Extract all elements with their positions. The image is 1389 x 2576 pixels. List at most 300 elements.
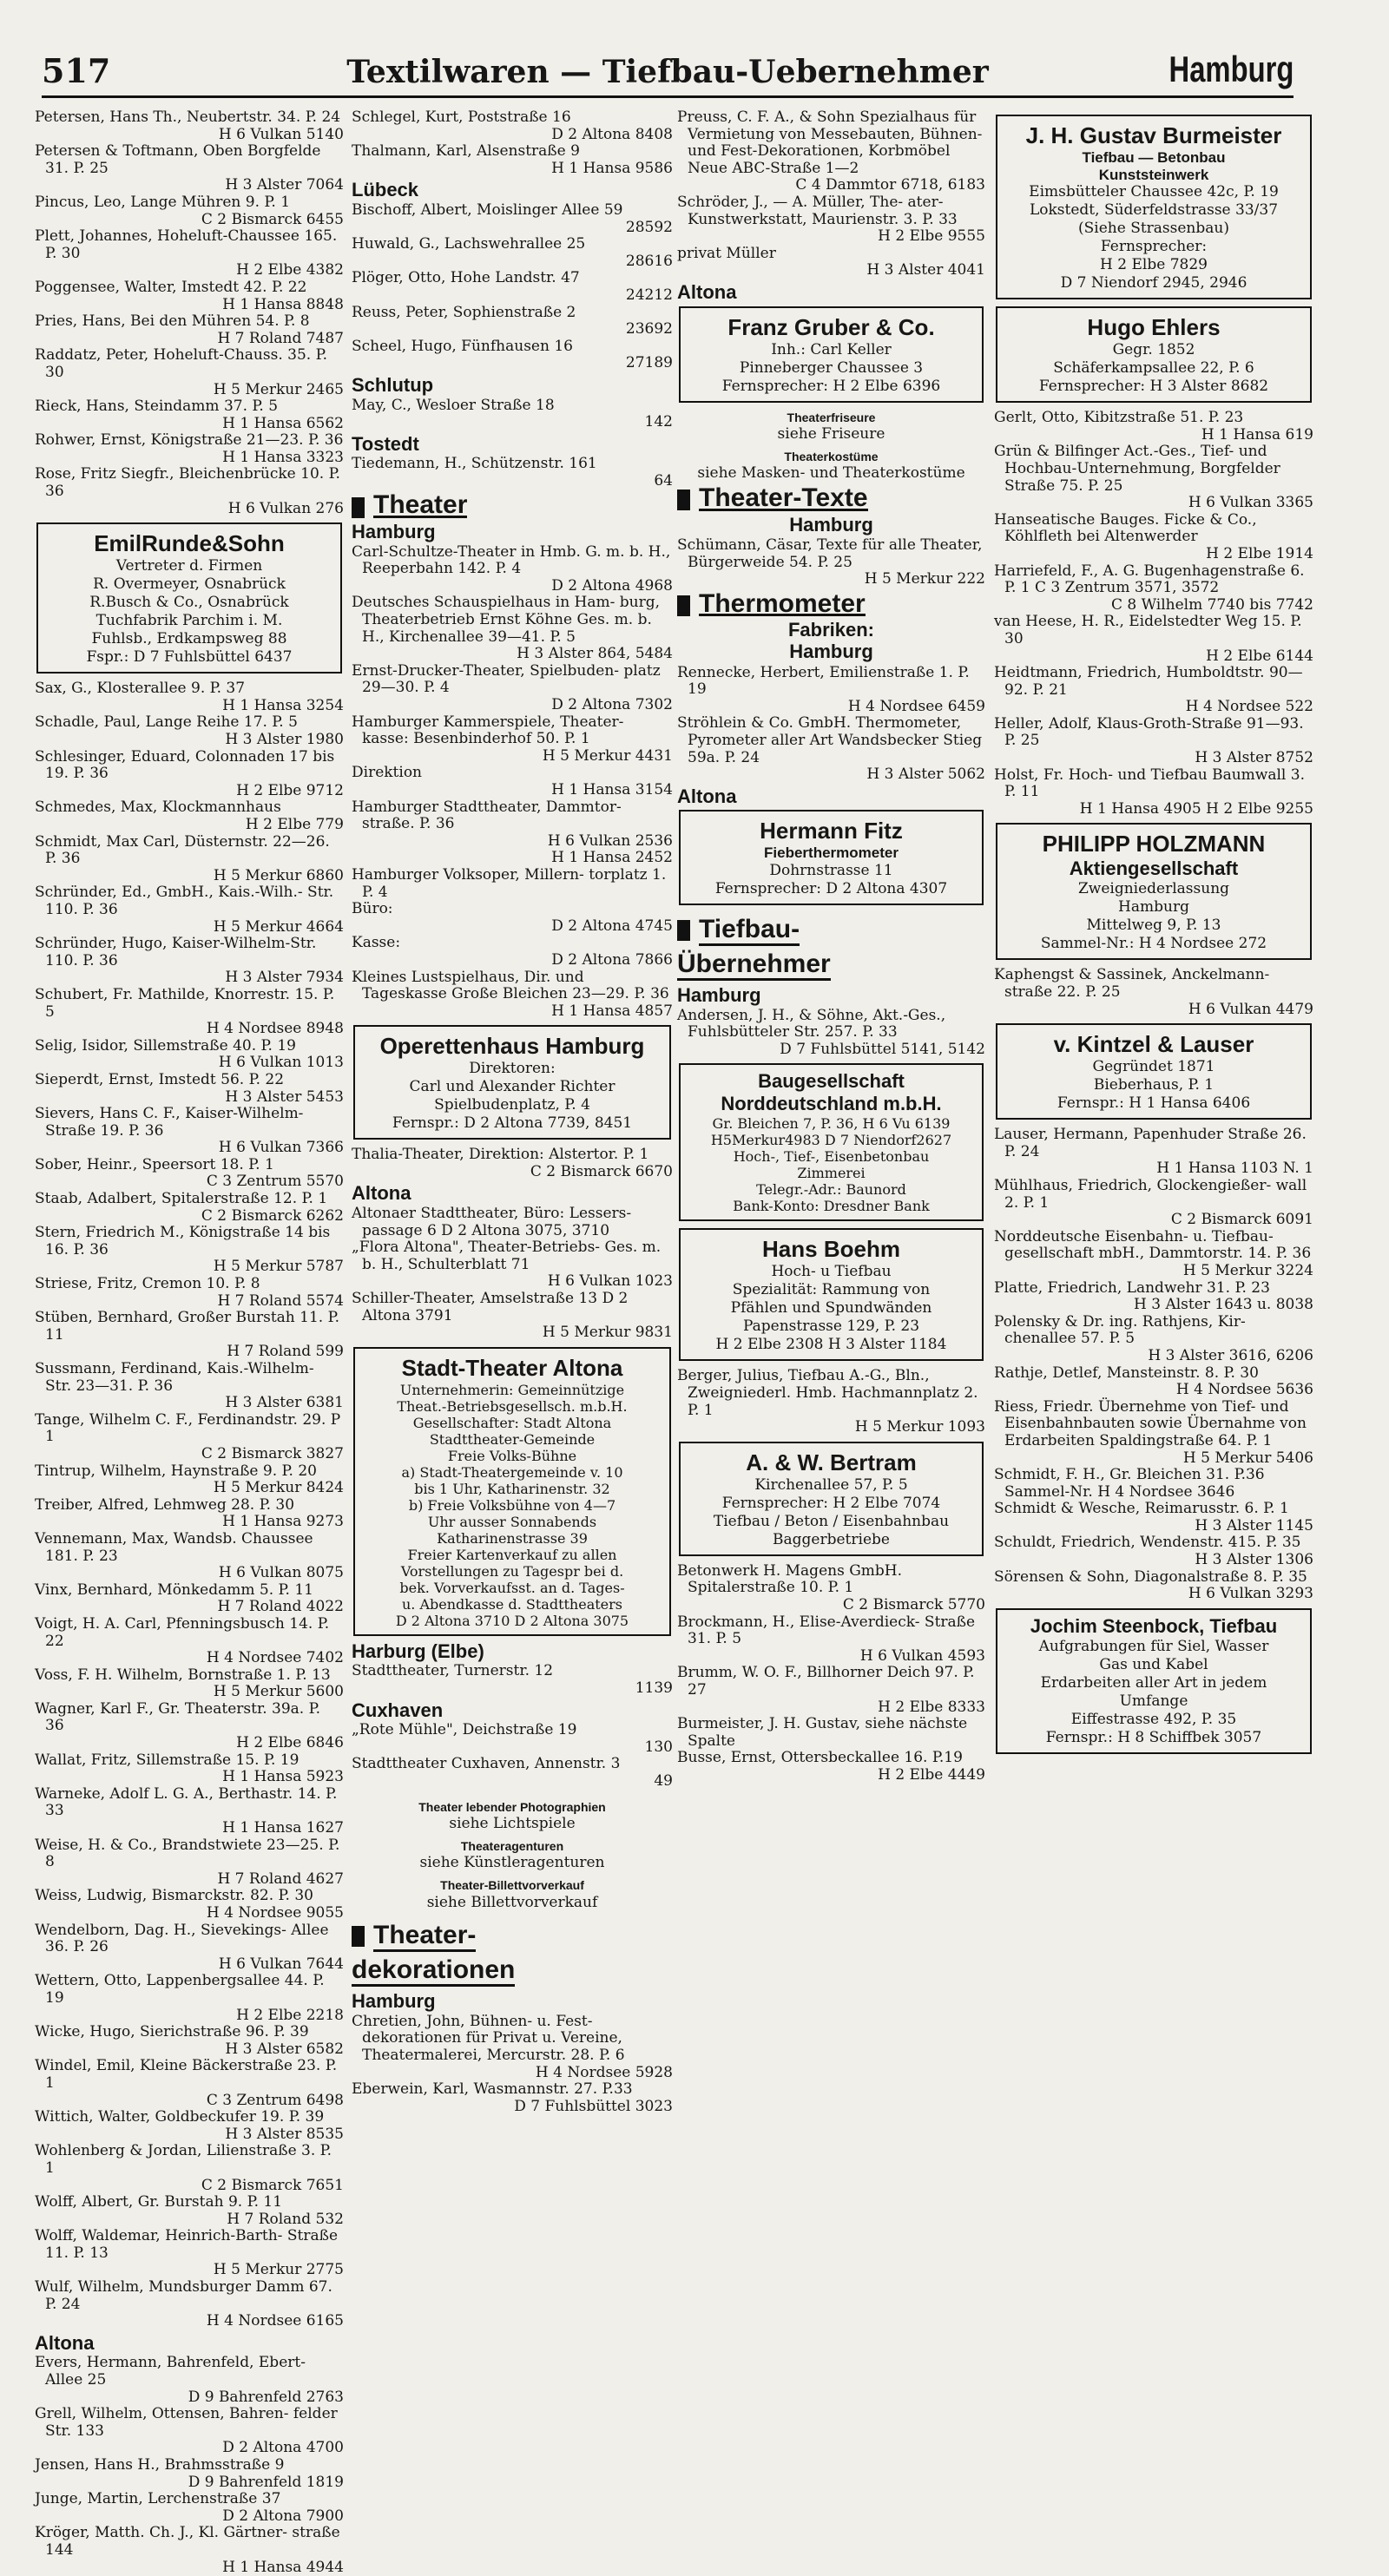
directory-entry bbox=[35, 749, 344, 800]
directory-entry bbox=[352, 270, 673, 304]
directory-entry bbox=[35, 2058, 344, 2109]
ad-line: Telegr.-Adr.: Baunord bbox=[756, 1181, 906, 1199]
entry-phone: C 2 Bismarck 6091 bbox=[1170, 1211, 1313, 1229]
entry-name: Altonaer Stadttheater, Büro: Lessers- bbox=[352, 1205, 632, 1223]
entry-address: P. 24 bbox=[305, 108, 341, 126]
entry-phone: D 2 Altona 7866 bbox=[551, 950, 673, 969]
entry-list bbox=[677, 665, 985, 784]
entry-name: Pries, Hans, Bei den Mühren 54. P. 8 bbox=[35, 312, 310, 331]
entry-name: Betonwerk H. Magens GmbH. bbox=[677, 1561, 903, 1580]
directory-entry bbox=[35, 1361, 344, 1412]
entry-address: Straße 11. P. 13 bbox=[45, 2227, 338, 2262]
entry-address: P. 30 bbox=[45, 346, 327, 381]
directory-entry bbox=[35, 1225, 344, 1276]
entry-phone: H 6 Vulkan 4479 bbox=[1188, 1000, 1313, 1018]
entry-phone: H 5 Merkur 4664 bbox=[213, 917, 344, 936]
ad-line: u. Abendkasse d. Stadttheaters bbox=[401, 1595, 622, 1613]
entry-phone: C 3 Zentrum 5570 bbox=[206, 1173, 344, 1191]
entry-name: Scheel, Hugo, Fünfhausen 16 bbox=[352, 337, 573, 355]
ad-line: Uhr ausser Sonnabends bbox=[427, 1513, 597, 1530]
ad-line: Gegr. 1852 bbox=[1112, 341, 1195, 359]
directory-entry bbox=[35, 2109, 344, 2143]
directory-entry bbox=[994, 1365, 1313, 1399]
page-title: Textilwaren — Tiefbau-Uebernehmer bbox=[346, 54, 989, 90]
entry-name: Pincus, Leo, Lange Mühren 9. P. 1 bbox=[35, 193, 291, 211]
entry-phone: H 2 Elbe 779 bbox=[245, 816, 344, 833]
directory-entry bbox=[994, 1569, 1313, 1603]
directory-entry bbox=[352, 1206, 673, 1239]
entry-phone: H 3 Alster 1306 bbox=[1195, 1551, 1313, 1569]
entry-name: Weiss, Ludwig, Bismarckstr. 82. P. 30 bbox=[35, 1887, 313, 1905]
reference-heading: Theater-Billettvorverkauf bbox=[440, 1877, 584, 1892]
entry-list bbox=[994, 410, 1313, 818]
header-city: Hamburg bbox=[1168, 49, 1294, 89]
entry-list bbox=[677, 1368, 985, 1436]
entry-name: Büro: bbox=[352, 900, 393, 918]
directory-entry bbox=[352, 765, 673, 798]
entry-address: P. 23 bbox=[1234, 1278, 1270, 1297]
directory-entry bbox=[352, 595, 673, 662]
reference-heading: Theateragenturen bbox=[460, 1838, 564, 1853]
entry-phone: 27189 bbox=[625, 354, 673, 372]
directory-entry bbox=[352, 202, 673, 236]
entry-address: P. 22 bbox=[45, 1614, 330, 1650]
city-heading: Hamburg bbox=[352, 1990, 436, 2013]
entry-name: Petersen & Toftmann, Oben Borgfelde bbox=[35, 142, 321, 161]
entry-phone: 24212 bbox=[625, 286, 673, 304]
entry-address: 90—92. P. 21 bbox=[1004, 664, 1303, 699]
entry-name: Rieck, Hans, Steindamm 37. P. 5 bbox=[35, 398, 279, 416]
section-title: Theater bbox=[373, 490, 468, 520]
directory-entry bbox=[352, 338, 673, 372]
entry-phone: D 9 Bahrenfeld 2763 bbox=[188, 2388, 344, 2406]
entry-name: Carl-Schultze-Theater in Hmb. G. m. bbox=[352, 542, 625, 561]
entry-phone: C 2 Bismarck 3827 bbox=[201, 1444, 344, 1462]
entry-address: bis 16. P. 36 bbox=[45, 1224, 331, 1258]
directory-entry bbox=[35, 194, 344, 228]
entry-list bbox=[352, 398, 673, 431]
directory-entry bbox=[677, 246, 985, 279]
entry-phone: H 6 Vulkan 7644 bbox=[218, 1955, 344, 1973]
entry-phone: H 3 Alster 864, 5484 bbox=[517, 645, 673, 663]
entry-address: burg, Theaterbetrieb Ernst Köhne Ges. m. b. H., Kirchenallee 39—41. P. 5 bbox=[362, 594, 661, 646]
entry-name: Stüben, Bernhard, Großer Burstah 11. bbox=[35, 1309, 324, 1327]
ad-title: J. H. Gustav Burmeister bbox=[1025, 122, 1282, 148]
directory-entry bbox=[994, 410, 1313, 444]
directory-entry bbox=[352, 109, 673, 143]
entry-name: Wohlenberg & Jordan, Lilienstraße 3. bbox=[35, 2142, 316, 2160]
directory-entry bbox=[352, 799, 673, 851]
entry-address: 181. P. 23 bbox=[45, 1547, 118, 1565]
city-heading: Cuxhaven bbox=[352, 1699, 444, 1721]
entry-phone: H 3 Alster 8752 bbox=[1195, 749, 1313, 767]
directory-entry bbox=[35, 1463, 344, 1497]
ad-box-boehm bbox=[679, 1228, 984, 1361]
entry-phone: C 2 Bismarck 7651 bbox=[201, 2176, 344, 2194]
directory-entry bbox=[352, 456, 673, 490]
entry-name: Schmidt & Wesche, Reimarusstr. bbox=[994, 1500, 1241, 1518]
city-heading: Tostedt bbox=[352, 432, 419, 455]
entry-name: „Rote Mühle", Deichstraße 19 bbox=[352, 1721, 577, 1739]
entry-address: P. 19 bbox=[45, 1972, 325, 2007]
entry-name: Preuss, C. F. A., & Sohn bbox=[677, 108, 855, 126]
entry-address: P. 1 bbox=[45, 2057, 338, 2092]
column-3 bbox=[677, 109, 985, 1784]
entry-phone: C 2 Bismarck 6262 bbox=[201, 1206, 344, 1225]
entry-address: nächste Spalte bbox=[688, 1715, 968, 1750]
directory-entry bbox=[35, 2228, 344, 2279]
entry-phone: H 6 Vulkan 276 bbox=[227, 499, 344, 517]
ad-line: Fernspr.: D 2 Altona 7739, 8451 bbox=[392, 1114, 633, 1133]
directory-entry bbox=[35, 834, 344, 885]
directory-entry bbox=[35, 2194, 344, 2228]
ad-line: Katharinenstrasse 39 bbox=[437, 1529, 588, 1547]
ad-line: (Siehe Strassenbau) bbox=[1078, 220, 1229, 238]
directory-entry bbox=[994, 563, 1313, 614]
directory-entry bbox=[677, 194, 985, 246]
ad-line: Eiffestrasse 492, P. 35 bbox=[1070, 1710, 1237, 1728]
entry-name: Harriefeld, F., A. G. bbox=[994, 562, 1140, 580]
entry-name: Wolff, Albert, Gr. Burstah 9. P. 11 bbox=[35, 2193, 283, 2211]
square-bullet-icon bbox=[677, 490, 690, 510]
directory-entry bbox=[35, 1582, 344, 1616]
directory-entry bbox=[994, 716, 1313, 767]
ad-line: Gegründet 1871 bbox=[1092, 1058, 1215, 1076]
ad-line: Zweigniederlassung bbox=[1077, 880, 1230, 898]
entry-phone: H 2 Elbe 6144 bbox=[1206, 647, 1313, 665]
section-title: Theater-Texte bbox=[699, 483, 868, 512]
entry-address: Bugenhagenstraße 6. P. 1 C 3 Zentrum 3571, 3572 bbox=[1004, 562, 1305, 597]
ad-line: Fernsprecher: bbox=[1100, 238, 1208, 256]
reference-see: siehe Friseure bbox=[777, 425, 885, 444]
entry-name: Stadttheater Cuxhaven, Annenstr. 3 bbox=[352, 1755, 621, 1773]
entry-phone: H 1 Hansa 5923 bbox=[222, 1768, 344, 1786]
entry-phone: 23692 bbox=[625, 320, 673, 338]
entry-name: Hamburger Kammerspiele, Theater- bbox=[352, 713, 624, 731]
reference-heading: Theaterkostüme bbox=[784, 449, 879, 463]
entry-phone: 64 bbox=[654, 471, 673, 490]
ad-line: Unternehmerin: Gemeinnützige bbox=[399, 1381, 625, 1398]
entry-list bbox=[677, 537, 985, 588]
entry-address: P. 36 bbox=[45, 1699, 321, 1735]
ad-line: D 2 Altona 3710 D 2 Altona 3075 bbox=[395, 1612, 629, 1629]
entry-phone: H 6 Vulkan 5140 bbox=[218, 125, 344, 143]
entry-name: Stern, Friedrich M., Königstraße 14 bbox=[35, 1224, 304, 1242]
ad-line: Umfange bbox=[1119, 1692, 1188, 1710]
ad-line: Carl und Alexander Richter bbox=[409, 1078, 616, 1096]
entry-name: Andersen, J. H., & Söhne, bbox=[677, 1006, 868, 1024]
entry-phone: H 3 Alster 5062 bbox=[866, 766, 985, 784]
ad-lines bbox=[362, 1060, 662, 1133]
ad-lines bbox=[1004, 341, 1303, 396]
entry-name: Huwald, G., Lachswehrallee 25 bbox=[352, 235, 586, 253]
directory-entry bbox=[352, 850, 673, 867]
city-heading: Hamburg bbox=[352, 521, 436, 543]
entry-name: Brumm, W. O. F., Billhorner Deich bbox=[677, 1664, 931, 1682]
ad-box-ehlers bbox=[996, 306, 1312, 403]
entry-phone: H 5 Merkur 8424 bbox=[213, 1479, 344, 1497]
entry-address: straße. P. 36 bbox=[362, 815, 455, 833]
directory-entry bbox=[35, 279, 344, 313]
directory-entry bbox=[35, 432, 344, 466]
entry-phone: D 2 Altona 4968 bbox=[551, 576, 673, 595]
entry-name: Sax, G., Klosterallee 9. P. 37 bbox=[35, 680, 246, 698]
entry-phone: H 2 Elbe 4449 bbox=[878, 1765, 985, 1784]
ad-subtitle: Tiefbau — Betonbau bbox=[1082, 149, 1226, 166]
entry-phone: H 5 Merkur 9831 bbox=[542, 1324, 673, 1342]
ad-title: Operettenhaus Hamburg bbox=[379, 1033, 645, 1060]
ad-line: Fernsprecher: H 2 Elbe 6396 bbox=[721, 377, 941, 395]
entry-name: Staab, Adalbert, Spitalerstraße 12. bbox=[35, 1190, 298, 1208]
ad-line: Gr. Bleichen 7, P. 36, H 6 Vu 6139 bbox=[712, 1115, 951, 1133]
entry-name: Gerlt, Otto, Kibitzstraße 51. P. 23 bbox=[994, 409, 1244, 427]
ad-line: H5Merkur4983 D 7 Niendorf2627 bbox=[710, 1132, 952, 1149]
directory-entry bbox=[35, 884, 344, 936]
entry-name: Junge, Martin, Lerchenstraße 37 bbox=[35, 2490, 281, 2508]
directory-entry bbox=[35, 1922, 344, 1974]
entry-name: Vennemann, Max, Wandsb. Chaussee bbox=[35, 1529, 313, 1548]
entry-address: P. 39 bbox=[288, 2108, 325, 2126]
ad-line: Stadttheater-Gemeinde bbox=[429, 1430, 596, 1448]
ad-line: Bieberhaus, P. 1 bbox=[1093, 1076, 1215, 1094]
ad-lines bbox=[1004, 1058, 1303, 1113]
entry-address: P. 5 bbox=[45, 985, 335, 1021]
entry-name: Windel, Emil, Kleine Bäckerstraße 23. bbox=[35, 2057, 321, 2075]
ad-line: H 2 Elbe 2308 H 3 Alster 1184 bbox=[715, 1336, 947, 1354]
entry-name: Hanseatische Bauges. Ficke & Co., bbox=[994, 510, 1257, 529]
ad-title: Stadt-Theater Altona bbox=[401, 1354, 623, 1381]
entry-address: 26. P. 24 bbox=[1004, 1126, 1307, 1160]
entry-phone: H 5 Merkur 3224 bbox=[1182, 1261, 1313, 1279]
entry-name: Polensky & Dr. ing. Rathjens, Kir- bbox=[994, 1312, 1246, 1331]
entry-address: Theater, Bürgerweide 54. P. 25 bbox=[688, 536, 983, 571]
ad-line: bis 1 Uhr, Katharinenstr. 32 bbox=[414, 1480, 610, 1497]
ad-line: Spezialität: Rammung von bbox=[732, 1281, 931, 1299]
entry-address: Straße 19. P. 36 bbox=[45, 1121, 164, 1140]
section-heading bbox=[677, 483, 985, 512]
entry-address: Akt.-Ges., Fuhlsbütteler Str. 257. P. 33 bbox=[688, 1006, 946, 1042]
entry-address: 15. P. 30 bbox=[1004, 613, 1302, 647]
entry-phone: H 7 Roland 4022 bbox=[217, 1598, 344, 1616]
entry-name: Lauser, Hermann, Papenhuder Straße bbox=[994, 1126, 1279, 1144]
entry-name: Hamburger Stadttheater, Dammtor- bbox=[352, 798, 622, 816]
entry-phone: D 2 Altona 8408 bbox=[551, 125, 673, 143]
entry-phone: D 2 Altona 4700 bbox=[222, 2439, 344, 2457]
square-bullet-icon bbox=[677, 595, 690, 616]
reference-heading: Theaterfriseure bbox=[787, 410, 876, 424]
entry-address: Allee 36. P. 26 bbox=[45, 1921, 329, 1956]
entry-phone: H 2 Elbe 4382 bbox=[236, 261, 344, 279]
ad-lines bbox=[688, 1263, 975, 1354]
entry-phone: H 5 Merkur 1093 bbox=[854, 1418, 985, 1436]
entry-phone: H 6 Vulkan 4593 bbox=[859, 1646, 985, 1665]
entry-phone: H 1 Hansa 1103 N. 1 bbox=[1156, 1160, 1313, 1178]
entry-name: Poggensee, Walter, Imstedt 42. P. 22 bbox=[35, 278, 307, 296]
entry-address: passage 6 D 2 Altona 3075, 3710 bbox=[362, 1221, 610, 1239]
entry-list bbox=[352, 1722, 673, 1790]
entry-name: Schmedes, Max, Klockmannhaus bbox=[35, 798, 281, 817]
entry-address: 31. P. 25 bbox=[45, 159, 109, 177]
entry-phone: C 2 Bismarck 6670 bbox=[530, 1162, 673, 1180]
directory-entry bbox=[352, 714, 673, 766]
entry-phone: H 1 Hansa 3254 bbox=[222, 696, 344, 714]
directory-entry bbox=[677, 1750, 985, 1784]
entry-name: Direktion bbox=[352, 764, 423, 782]
entry-name: Wolff, Waldemar, Heinrich-Barth- bbox=[35, 2227, 283, 2245]
entry-phone: 49 bbox=[654, 1771, 673, 1790]
ad-subtitle: Kunststeinwerk bbox=[1098, 166, 1209, 183]
entry-phone: H 2 Elbe 2218 bbox=[236, 2006, 344, 2024]
square-bullet-icon bbox=[352, 497, 365, 518]
ad-line: bek. Vorverkaufsst. an d. Tages- bbox=[399, 1579, 625, 1596]
entry-phone: H 3 Alster 3616, 6206 bbox=[1148, 1346, 1313, 1364]
directory-entry bbox=[994, 1314, 1313, 1365]
directory-entry bbox=[35, 1038, 344, 1072]
entry-address: 14. P. 33 bbox=[45, 1784, 338, 1820]
entry-address: 29. P 1 bbox=[45, 1410, 341, 1446]
directory-entry bbox=[35, 109, 344, 143]
entry-name: Striese, Fritz, Cremon 10. P. 8 bbox=[35, 1275, 260, 1293]
entry-phone: H 6 Vulkan 7366 bbox=[218, 1139, 344, 1157]
entry-phone: D 7 Fuhlsbüttel 3023 bbox=[514, 2097, 673, 2115]
entry-address: P. 11 bbox=[45, 1309, 340, 1344]
section-title: dekorationen bbox=[352, 1955, 515, 1987]
entry-name: Brockmann, H., Elise-Averdieck- bbox=[677, 1613, 920, 1631]
directory-entry bbox=[35, 2457, 344, 2491]
directory-entry bbox=[994, 1178, 1313, 1229]
directory-entry bbox=[352, 1756, 673, 1790]
entry-name: „Flora Altona", Theater-Betriebs- bbox=[352, 1239, 601, 1257]
entry-phone: H 1 Hansa 619 bbox=[1201, 425, 1313, 444]
entry-address: platz 29—30. P. 4 bbox=[362, 661, 661, 697]
entry-address: 22—26. P. 36 bbox=[45, 832, 330, 868]
entry-phone: H 4 Nordsee 6459 bbox=[847, 697, 985, 715]
directory-entry bbox=[35, 1616, 344, 1667]
page-header bbox=[42, 47, 1294, 98]
entry-list bbox=[677, 1563, 985, 1784]
entry-address: Str. 110. P. 36 bbox=[45, 884, 334, 918]
ad-line: Freier Kartenverkauf zu allen bbox=[407, 1546, 617, 1563]
city-heading: Schlutup bbox=[352, 373, 434, 396]
entry-phone: H 5 Merkur 5406 bbox=[1182, 1449, 1313, 1467]
entry-address: 91—93. P. 25 bbox=[1004, 714, 1304, 750]
entry-address: P. 35 bbox=[1272, 1567, 1307, 1586]
entry-name: Jensen, Hans H., Brahmsstraße 9 bbox=[35, 2456, 285, 2474]
ad-line: Fernsprecher: D 2 Altona 4307 bbox=[714, 880, 948, 897]
entry-name: Wulf, Wilhelm, Mundsburger Damm bbox=[35, 2278, 305, 2297]
entry-name: Eberwein, Karl, Wasmannstr. 27. P.33 bbox=[352, 2080, 633, 2099]
entry-address: P. 13 bbox=[295, 1666, 331, 1684]
entry-phone: H 1 Hansa 9273 bbox=[222, 1513, 344, 1531]
directory-entry bbox=[35, 347, 344, 398]
ad-title: EmilRunde&Sohn bbox=[94, 530, 285, 557]
ad-line: Hamburg bbox=[1118, 898, 1189, 917]
directory-entry bbox=[994, 1534, 1313, 1568]
directory-entry bbox=[994, 1127, 1313, 1178]
column-1 bbox=[35, 109, 344, 2576]
ad-line: b) Freie Volksbühne von 4—7 bbox=[408, 1496, 616, 1514]
entry-phone: H 5 Merkur 2775 bbox=[213, 2261, 344, 2279]
entry-phone: 142 bbox=[644, 413, 673, 431]
entry-name: Grell, Wilhelm, Ottensen, Bahren- bbox=[35, 2405, 289, 2423]
ad-line: Papenstrasse 129, P. 23 bbox=[742, 1318, 920, 1336]
ad-box-runde bbox=[36, 522, 342, 674]
entry-name: Schlesinger, Eduard, Colonnaden 17 bbox=[35, 747, 308, 766]
ad-line: H 2 Elbe 7829 bbox=[1100, 256, 1208, 274]
entry-phone: H 1 Hansa 4905 H 2 Elbe 9255 bbox=[1079, 799, 1313, 818]
directory-entry bbox=[677, 109, 985, 194]
section-title: Thermometer bbox=[699, 588, 866, 618]
entry-name: Thalmann, Karl, Alsenstraße 9 bbox=[352, 142, 580, 161]
directory-entry bbox=[352, 1147, 673, 1180]
entry-address: Thermometer, Pyrometer aller Art Wandsbecker Stieg 59a. P. 24 bbox=[688, 714, 983, 766]
entry-phone: 1139 bbox=[635, 1679, 673, 1697]
directory-entry bbox=[35, 2279, 344, 2330]
ad-lines bbox=[1004, 1638, 1303, 1747]
entry-name: Weise, H. & Co., Brandstwiete 23—25. bbox=[35, 1836, 324, 1854]
entry-address: P. 36 bbox=[307, 431, 344, 450]
ad-lines bbox=[362, 1382, 662, 1629]
entry-phone: H 6 Vulkan 8075 bbox=[218, 1564, 344, 1582]
entry-name: Riess, Friedr. bbox=[994, 1397, 1094, 1416]
entry-address: Hoch- und Tiefbau Baumwall 3. P. 11 bbox=[1004, 766, 1305, 801]
city-heading: Lübeck bbox=[352, 179, 419, 201]
entry-name: Bischoff, Albert, Moislinger Allee bbox=[352, 200, 600, 219]
directory-entry bbox=[677, 665, 985, 716]
entry-phone: C 2 Bismarck 6455 bbox=[201, 210, 344, 228]
entry-phone: H 1 Hansa 2452 bbox=[551, 849, 673, 867]
entry-phone: C 3 Zentrum 6498 bbox=[206, 2091, 344, 2109]
entry-name: Schründer, Ed., GmbH., Kais.-Wilh.- bbox=[35, 884, 303, 902]
entry-phone: H 3 Alster 6381 bbox=[225, 1394, 344, 1412]
entry-phone: H 4 Nordsee 9055 bbox=[206, 1904, 344, 1922]
entry-phone: H 3 Alster 1145 bbox=[1195, 1516, 1313, 1534]
entry-phone: H 4 Nordsee 7402 bbox=[206, 1649, 344, 1667]
entry-phone: H 2 Elbe 6846 bbox=[236, 1734, 344, 1752]
entry-address: 97. P. 27 bbox=[688, 1664, 975, 1699]
directory-entry bbox=[677, 1563, 985, 1614]
entry-phone: H 7 Roland 5574 bbox=[217, 1291, 344, 1310]
entry-name: Schuldt, Friedrich, Wendenstr. bbox=[994, 1534, 1224, 1552]
directory-entry bbox=[352, 969, 673, 1021]
entry-phone: H 5 Merkur 4431 bbox=[542, 746, 673, 765]
entry-name: Evers, Hermann, Bahrenfeld, Ebert- bbox=[35, 2354, 306, 2372]
entry-address: torplatz 1. P. 4 bbox=[362, 865, 667, 901]
entry-name: Sober, Heinr., Speersort 18. P. 1 bbox=[35, 1155, 274, 1173]
entry-name: Schmidt, Max Carl, Düsternstr. bbox=[35, 832, 268, 851]
ad-line: Tiefbau / Beton / Eisenbahnbau bbox=[713, 1512, 950, 1530]
entry-name: Heller, Adolf, Klaus-Groth-Straße bbox=[994, 714, 1242, 733]
ad-box-stadttheater-altona bbox=[353, 1347, 671, 1636]
directory-entry bbox=[352, 901, 673, 935]
ad-line: Freie Volks-Bühne bbox=[447, 1447, 577, 1464]
ad-lines bbox=[45, 557, 333, 667]
entry-phone: H 3 Alster 7934 bbox=[225, 969, 344, 987]
ad-line: Sammel-Nr.: H 4 Nordsee 272 bbox=[1040, 935, 1267, 953]
entry-name: Platte, Friedrich, Landwehr 31. bbox=[994, 1278, 1231, 1297]
directory-entry bbox=[35, 2525, 344, 2576]
entry-address: Str. 23—31. P. 36 bbox=[45, 1377, 174, 1395]
entry-name: Kasse: bbox=[352, 934, 401, 952]
directory-entry bbox=[352, 305, 673, 338]
entry-phone: H 3 Alster 1643 u. 8038 bbox=[1134, 1296, 1313, 1314]
column-4 bbox=[994, 109, 1313, 1761]
page-number: 517 bbox=[42, 51, 111, 90]
ad-box-gruber bbox=[679, 306, 984, 403]
directory-entry bbox=[35, 799, 344, 833]
directory-entry bbox=[35, 1667, 344, 1701]
directory-entry bbox=[994, 665, 1313, 716]
